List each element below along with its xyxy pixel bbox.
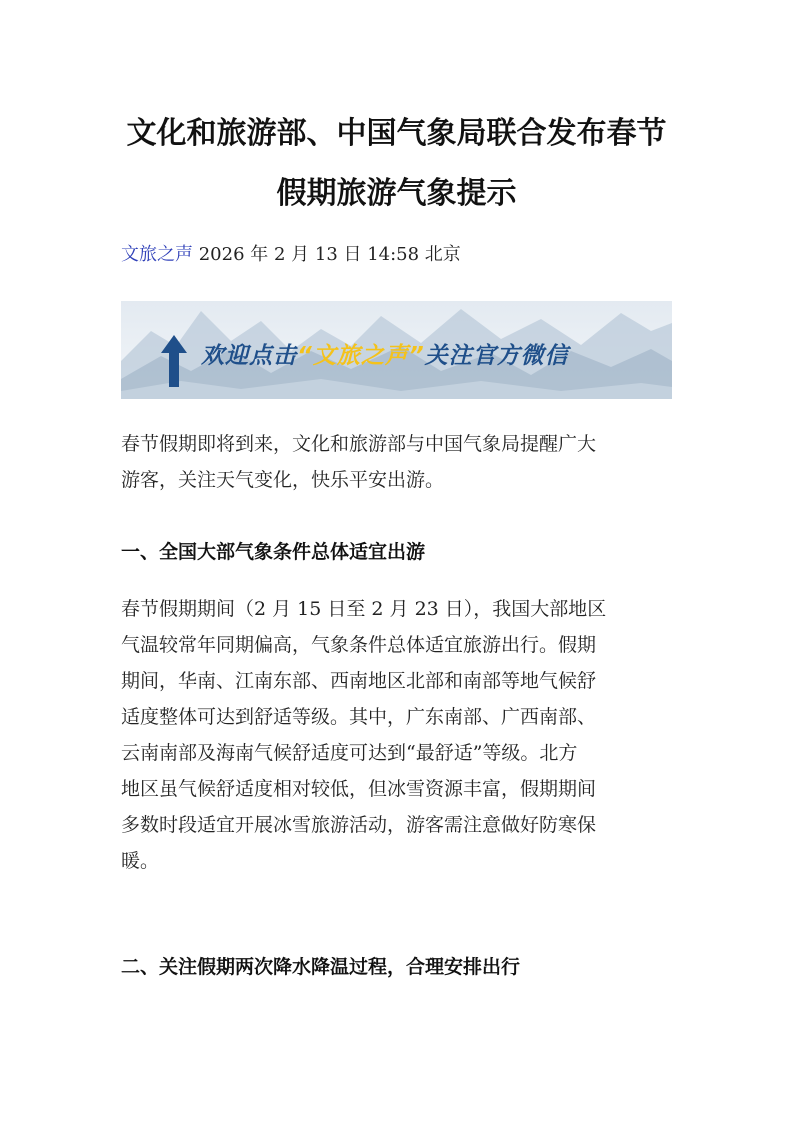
article-byline [121, 240, 461, 266]
article-title-line-2: 假期旅游气象提示 [276, 176, 517, 211]
section-1-line: 期间，华南、江南东部、西南地区北部和南部等地气候舒 [121, 670, 597, 692]
publish-datetime: 2026 年 2 月 13 日 14:58 北京 [193, 244, 461, 265]
section-1-line: 春节假期期间（2 月 15 日至 2 月 23 日），我国大部地区 [121, 598, 607, 620]
section-1-line: 云南南部及海南气候舒适度可达到“最舒适”等级。北方 [121, 742, 578, 764]
banner-text-after: 关注官方微信 [424, 343, 569, 369]
article-title-line-1: 文化和旅游部、中国气象局联合发布春节 [126, 116, 667, 151]
section-1-line: 地区虽气候舒适度相对较低，但冰雪资源丰富，假期期间 [121, 778, 597, 800]
section-1-paragraph [121, 591, 681, 879]
source-link[interactable]: 文旅之声 [121, 244, 193, 265]
follow-banner[interactable] [121, 301, 672, 399]
intro-line: 春节假期即将到来，文化和旅游部与中国气象局提醒广大 [121, 433, 597, 455]
section-1-line: 气温较常年同期偏高，气象条件总体适宜旅游出行。假期 [121, 634, 597, 656]
section-1-line: 多数时段适宜开展冰雪旅游活动，游客需注意做好防寒保 [121, 814, 597, 836]
section-1-heading: 一、全国大部气象条件总体适宜出游 [121, 541, 426, 563]
up-arrow-icon [161, 335, 187, 387]
intro-line: 游客，关注天气变化，快乐平安出游。 [121, 469, 445, 491]
section-1-line: 适度整体可达到舒适等级。其中，广东南部、广西南部、 [121, 706, 597, 728]
intro-paragraph [121, 426, 681, 498]
banner-text-highlight: “文旅之声” [297, 343, 425, 369]
section-2-heading: 二、关注假期两次降水降温过程，合理安排出行 [121, 956, 521, 978]
banner-text-before: 欢迎点击 [201, 343, 297, 369]
banner-caption [201, 337, 569, 370]
section-1-line: 暖。 [121, 850, 160, 872]
